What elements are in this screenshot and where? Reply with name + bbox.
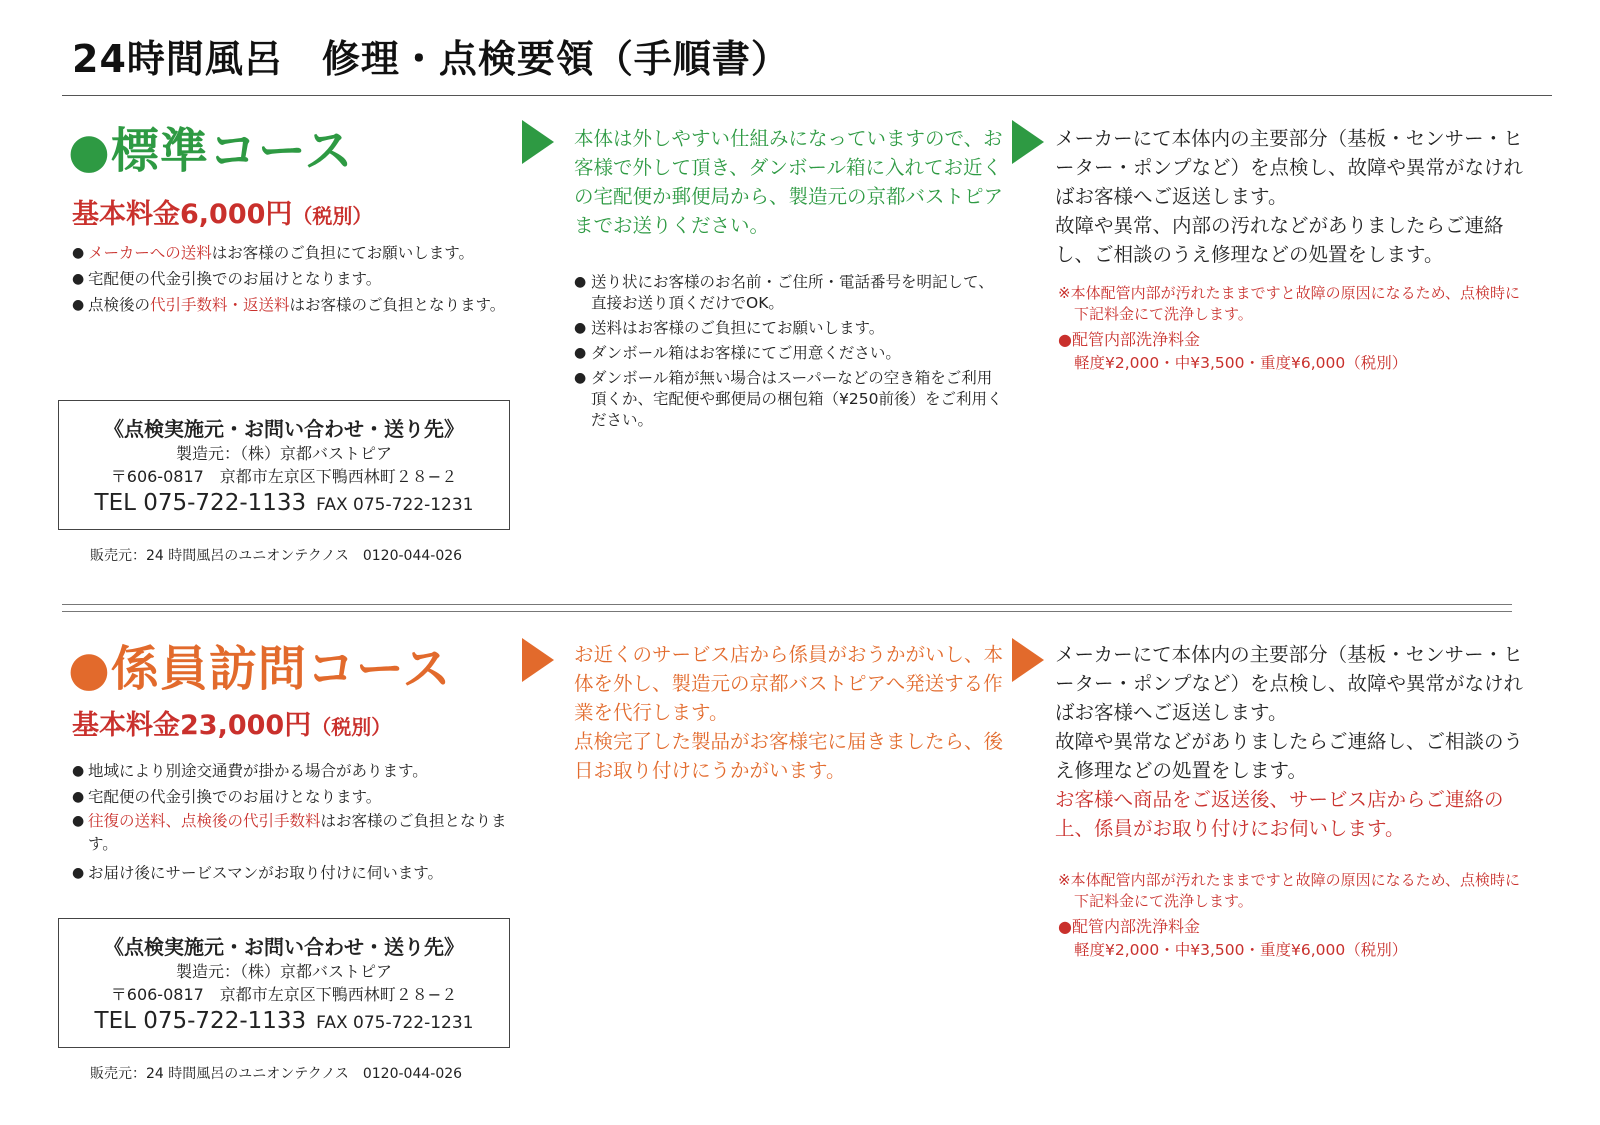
standard-procedure-text: 本体は外しやすい仕組みになっていますので、お客様で外して頂き、ダンボール箱に入れてお近くの宅配便か郵便局から、製造元の京都バストピアまでお送りください。: [574, 127, 1004, 237]
cleaning-fee-values: 軽度¥2,000・中¥3,500・重度¥6,000（税別）: [1074, 354, 1408, 372]
visit-condition-item: ● お届け後にサービスマンがお取り付けに伺います。: [72, 860, 512, 886]
visit-conditions-list: [72, 758, 512, 886]
cleaning-fee-title: ●配管内部洗浄料金: [1058, 917, 1200, 936]
arrow-right-icon: [1012, 120, 1044, 164]
contact-fax: FAX 075-722-1231: [316, 1013, 474, 1033]
standard-fee-amount: 基本料金6,000円: [72, 199, 293, 230]
contact-tel: TEL 075-722-1133: [94, 1008, 307, 1034]
standard-condition-item: ● 宅配便の代金引換でのお届けとなります。: [72, 266, 505, 292]
standard-inspection-text: [1055, 124, 1525, 269]
contact-address: 〒606-0817 京都市左京区下鴨西林町２８−２: [110, 985, 458, 1004]
seller-info: 販売元：24 時間風呂のユニオンテクノス 0120-044-026: [90, 548, 463, 564]
inspection-repair-note: 故障や異常、内部の汚れなどがありましたらご連絡し、ご相談のうえ修理などの処置をします。: [1055, 214, 1504, 266]
visit-fee-amount: 基本料金23,000円: [72, 710, 312, 741]
page-title: 24時間風呂 修理・点検要領（手順書）: [72, 37, 790, 81]
standard-conditions-list: [72, 240, 505, 318]
standard-course-title: ●標準コース: [68, 123, 354, 179]
visit-fee-tax: （税別）: [311, 715, 392, 739]
section-divider: [62, 611, 1512, 612]
arrow-right-icon: [1012, 638, 1044, 682]
standard-shipping-notes: [574, 272, 1004, 435]
cleaning-fee-title: ●配管内部洗浄料金: [1058, 330, 1200, 349]
cleaning-fee-values: 軽度¥2,000・中¥3,500・重度¥6,000（税別）: [1074, 941, 1408, 959]
visit-course-title: ●係員訪問コース: [68, 641, 452, 697]
inspection-description: メーカーにて本体内の主要部分（基板・センサー・ヒーター・ポンプなど）を点検し、故障や異常がなければお客様へご返送します。: [1055, 643, 1524, 724]
inspection-repair-note: 故障や異常などがありましたらご連絡し、ご相談のうえ修理などの処置をします。: [1055, 730, 1524, 782]
standard-contact-box: [58, 400, 510, 530]
arrow-right-icon: [522, 120, 554, 164]
visit-condition-item: ● 地域により別途交通費が掛かる場合があります。: [72, 758, 512, 784]
cleaning-note-text: ※本体配管内部が汚れたままですと故障の原因になるため、点検時に下記料金にて洗浄します。: [1058, 871, 1520, 910]
standard-course-fee: [72, 192, 372, 231]
visit-cleaning-note: [1058, 870, 1528, 961]
visit-procedure-text: [574, 640, 1004, 785]
standard-fee-tax: （税別）: [292, 204, 373, 228]
contact-tel: TEL 075-722-1133: [94, 490, 307, 516]
contact-maker: 製造元：（株）京都バストピア: [175, 962, 392, 981]
visit-procedure-followup: 点検完了した製品がお客様宅に届きましたら、後日お取り付けにうかがいます。: [574, 730, 1004, 782]
contact-fax: FAX 075-722-1231: [316, 495, 474, 515]
inspection-description: メーカーにて本体内の主要部分（基板・センサー・ヒーター・ポンプなど）を点検し、故障や異常がなければお客様へご返送します。: [1055, 127, 1524, 208]
contact-address: 〒606-0817 京都市左京区下鴨西林町２８−２: [110, 467, 458, 486]
contact-heading: 《点検実施元・お問い合わせ・送り先》: [104, 417, 464, 441]
shipping-note-item: ● 送り状にお客様のお名前・ご住所・電話番号を明記して、直接お送り頂くだけでOK。: [574, 272, 1004, 314]
visit-inspection-text: [1055, 640, 1525, 843]
section-divider: [62, 604, 1512, 605]
cleaning-note-text: ※本体配管内部が汚れたままですと故障の原因になるため、点検時に下記料金にて洗浄します。: [1058, 284, 1520, 323]
standard-condition-item: ● 点検後の代引手数料・返送料はお客様のご負担となります。: [72, 292, 505, 318]
shipping-note-item: ● ダンボール箱が無い場合はスーパーなどの空き箱をご利用頂くか、宅配便や郵便局の梱包箱（¥250前後）をご利用ください。: [574, 368, 1004, 431]
visit-contact-box: [58, 918, 510, 1048]
visit-course-fee: [72, 703, 391, 742]
contact-maker: 製造元：（株）京都バストピア: [175, 444, 392, 463]
contact-phone: [59, 490, 509, 516]
shipping-note-item: ● 送料はお客様のご負担にてお願いします。: [574, 318, 1004, 339]
visit-procedure-description: お近くのサービス店から係員がおうかがいし、本体を外し、製造元の京都バストピアへ発送する作業を代行します。: [574, 643, 1004, 724]
contact-heading: 《点検実施元・お問い合わせ・送り先》: [104, 935, 464, 959]
visit-condition-item: ● 往復の送料、点検後の代引手数料はお客様のご負担となります。: [72, 810, 512, 856]
seller-info: 販売元：24 時間風呂のユニオンテクノス 0120-044-026: [90, 1066, 463, 1082]
contact-phone: [59, 1008, 509, 1034]
shipping-note-item: ● ダンボール箱はお客様にてご用意ください。: [574, 343, 1004, 364]
standard-condition-item: ● メーカーへの送料はお客様のご負担にてお願いします。: [72, 240, 505, 266]
installation-note: お客様へ商品をご返送後、サービス店からご連絡の上、係員がお取り付けにお伺いします。: [1055, 788, 1504, 840]
standard-cleaning-note: [1058, 283, 1528, 374]
title-divider: [62, 95, 1552, 96]
visit-condition-item: ● 宅配便の代金引換でのお届けとなります。: [72, 784, 512, 810]
arrow-right-icon: [522, 638, 554, 682]
